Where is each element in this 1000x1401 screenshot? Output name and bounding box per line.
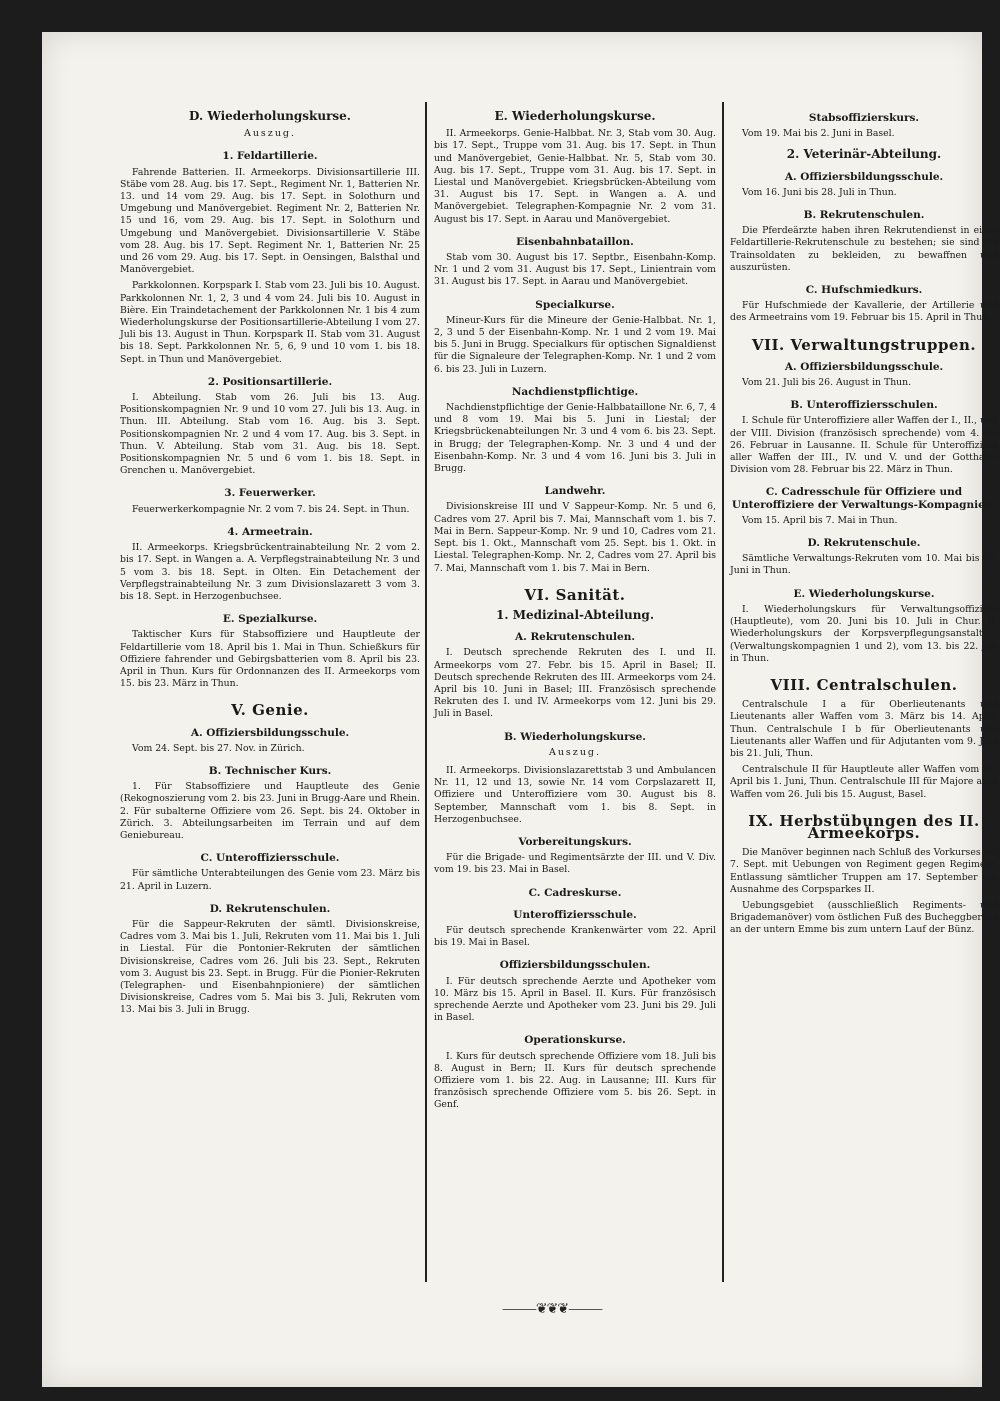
section-heading: 2. Veterinär-Abteilung. [786, 147, 942, 162]
paragraph: Die Manöver beginnen nach Schluß des Vorkurses am 7. Sept. mit Uebungen von Regiment gegen Regiment. Entlassung sämtlicher Truppen am 17. September mit Ausnahme des Corpsparkes II. [730, 847, 998, 895]
paragraph: I. Schule für Unteroffiziere aller Waffen der I., II., und der VIII. Division (französisch sprechende) vom 4. bis 26. Februar in Lausanne. II. Schule für Unteroffiziere aller Waffen der III., IV. und V. und der Gotthard-Division vom 28. Februar bis 22. März in Thun. [730, 415, 998, 476]
paragraph: Für die Brigade- und Regimentsärzte der III. und V. Div. vom 19. bis 23. Mai in Basel. [434, 852, 716, 876]
subheading: Auszug. [548, 746, 602, 758]
paragraph: Vom 15. April bis 7. Mai in Thun. [742, 514, 898, 526]
subsection-heading: C. Cadreskurse. [528, 886, 622, 899]
subsection-heading: E. Spezialkurse. [222, 613, 318, 626]
paragraph: II. Armeekorps. Genie-Halbbat. Nr. 3, Stab vom 30. Aug. bis 17. Sept., Truppe vom 31. Aug. bis 17. Sept. in Thun und Manövergebiet, Genie-Halbbat. Nr. 5, Stab vom 30. Aug. bis 17. Sept., Truppe vom 31. Aug. bis 17. Sept. in Liestal und Manövergebiet. Kriegsbrücken-Abteilung vom 31. August bis 17. Sept. in Wangen a. A. und Manövergebiet. Telegraphen-Kompagnie Nr. 2 vom 31. August bis 17. Sept. in Aarau und Manövergebiet. [434, 128, 716, 225]
paragraph: Feuerwerkerkompagnie Nr. 2 vom 7. bis 24. Sept. in Thun. [132, 503, 410, 515]
column-left [120, 102, 420, 1021]
paragraph: Für sämtliche Unterabteilungen des Genie vom 23. März bis 21. April in Luzern. [120, 868, 420, 892]
subsection-heading: Specialkurse. [535, 298, 615, 311]
subsection-heading: Stabsoffizierskurs. [808, 112, 920, 124]
chapter-heading: IX. Herbstübungen des II. Armeekorps. [748, 811, 980, 842]
paragraph: Fahrende Batterien. II. Armeekorps. Divisionsartillerie III. Stäbe vom 28. Aug. bis 17. Sept., Regiment Nr. 1, Batterien Nr. 13. und 14 vom 29. Aug. bis 17. Sept. in Solothurn und Umgebung und Manövergebiet. Regiment Nr. 2, Batterien Nr. 15 und 16, vom 29. Aug. bis 17. Sept. in Solothurn und Umgebung und Manövergebiet. Divisionsartillerie V. Stäbe vom 28. Aug. bis 17. Sept. Regiment Nr. 1, Batterien Nr. 25 und 26 vom 29. Aug. bis 17. Sept. in Oensingen, Balsthal und Manövergebiet. [120, 166, 420, 276]
subsection-heading: C. Cadresschule für Offiziere und Unteroffiziere der Verwaltungs-Kompagnien. [731, 486, 997, 511]
chapter-heading: V. Genie. [231, 701, 309, 720]
column-divider [722, 102, 724, 1282]
subsection-heading: A. Offiziersbildungsschule. [190, 726, 350, 739]
paragraph: I. Abteilung. Stab vom 26. Juli bis 13. Aug. Positionskompagnien Nr. 9 und 10 vom 27. Juli bis 13. Aug. in Thun. III. Abteilung. Stab vom 16. Aug. bis 3. Sept. Positionskompagnien Nr. 2 und 4 vom 17. Aug. bis 3. Sept. in Thun. V. Abteilung. Stab vom 31. Aug. bis 18. Sept. Positionskompagnien Nr. 5 und 6 vom 1. bis 18. Sept. in Grenchen u. Manövergebiet. [120, 392, 420, 477]
subsection-heading: E. Wiederholungskurse. [793, 587, 935, 600]
column-divider [425, 102, 427, 1282]
subsection-heading: Unteroffiziersschule. [513, 908, 637, 921]
paragraph: II. Armeekorps. Kriegsbrückentrainabteilung Nr. 2 vom 2. bis 17. Sept. in Wangen a. A. Verpflegstrainabteilung Nr. 3 und 5 vom 3. bis 18. Sept. in Olten. Ein Detachement der Verpflegstrainabteilung Nr. 3 zum Divisionslazarett 3 vom 3. bis 18. Sept. in Herzogenbuchsee. [120, 542, 420, 602]
paragraph: Nachdienstpflichtige der Genie-Halbbataillone Nr. 6, 7, 4 und 8 vom 19. Mai bis 5. Juni in Liestal; der Kriegsbrückenabteilungen Nr. 3 und 4 vom 6. bis 23. Sept. in Brugg; der Telegraphen-Komp. Nr. 3 und 4 und der Eisenbahn-Komp. Nr. 3 und 4 vom 16. Juni bis 3. Juli in Brugg. [434, 402, 716, 475]
section-heading: E. Wiederholungskurse. [494, 109, 656, 123]
paragraph: I. Für deutsch sprechende Aerzte und Apotheker vom 10. März bis 15. April in Basel. II. Kurs. Für französisch sprechende Aerzte und Apotheker vom 23. Juni bis 29. Juli in Basel. [434, 975, 716, 1024]
subsection-heading: D. Rekrutenschulen. [209, 902, 331, 915]
chapter-heading: VI. Sanität. [524, 585, 626, 604]
subsection-heading: Nachdienstpflichtige. [511, 385, 639, 398]
paragraph: Stab vom 30. August bis 17. Septbr., Eisenbahn-Komp. Nr. 1 und 2 vom 31. August bis 17. Sept., Linientrain vom 31. August bis 17. Sept. in Aarau und Manövergebiet. [434, 252, 716, 288]
subsection-heading: C. Unteroffiziersschule. [200, 852, 340, 865]
column-right [730, 102, 998, 941]
chapter-heading: VIII. Centralschulen. [770, 675, 958, 694]
paragraph: Uebungsgebiet (ausschließlich Regiments- und Brigademanöver) vom östlichen Fuß des Bucheggberges an der untern Emme bis zum untern Lauf der Bünz. [730, 899, 998, 936]
section-heading: D. Wiederholungskurse. [189, 109, 351, 123]
paragraph: I. Wiederholungskurs für Verwaltungsoffiziere (Hauptleute), vom 20. Juni bis 10. Juli in Chur. II. Wiederholungskurs der Korpsverpflegungsanstalt I (Verwaltungskompagnien 1 und 2), vom 13. bis 22. Juli in Thun. [730, 603, 998, 664]
paragraph: Centralschule II für Hauptleute aller Waffen vom 21. April bis 1. Juni, Thun. Centralschule III für Majore aller Waffen vom 26. Juli bis 15. August, Basel. [730, 764, 998, 800]
subheading: Auszug. [243, 128, 297, 140]
paragraph: Mineur-Kurs für die Mineure der Genie-Halbbat. Nr. 1, 2, 3 und 5 der Eisenbahn-Komp. Nr. 1 und 2 vom 19. Mai bis 5. Juni in Brugg. Specialkurs für optischen Signaldienst für die Signaleure der Telegraphen-Komp. Nr. 1 und 2 vom 6. bis 23. Juli in Luzern. [434, 314, 716, 375]
paragraph: I. Kurs für deutsch sprechende Offiziere vom 18. Juli bis 8. August in Bern; II. Kurs für deutsch sprechende Offiziere vom 1. bis 22. Aug. in Lausanne; III. Kurs für französisch sprechende Offiziere vom 5. bis 26. Sept. in Genf. [434, 1050, 716, 1111]
subsection-heading: B. Technischer Kurs. [208, 764, 332, 777]
ornament-divider: ⸻❦❦❦⸻ [501, 1301, 603, 1317]
column-middle [434, 102, 716, 1116]
subsection-heading: A. Rekrutenschulen. [514, 631, 635, 644]
subsection-heading: 4. Armeetrain. [227, 525, 313, 538]
paragraph: Vom 24. Sept. bis 27. Nov. in Zürich. [132, 742, 305, 754]
subsection-heading: 3. Feuerwerker. [224, 487, 316, 500]
subsection-heading: Offiziersbildungsschulen. [499, 959, 651, 972]
subsection-heading: A. Offiziersbildungsschule. [784, 170, 944, 183]
section-heading: 1. Medizinal-Abteilung. [496, 607, 654, 622]
paragraph: Vom 19. Mai bis 2. Juni in Basel. [742, 128, 895, 140]
paragraph: Für die Sappeur-Rekruten der sämtl. Divisionskreise, Cadres vom 3. Mai bis 1. Juli, Rekruten vom 11. Mai bis 1. Juli in Liestal. Für die Pontonier-Rekruten der sämtlichen Divisionskreise, Cadres vom 26. Juli bis 23. Sept., Rekruten vom 3. August bis 23. Sept. in Brugg. Für die Pionier-Rekruten (Telegraphen- und Eisenbahnpioniere) der sämtlichen Divisionskreise, Cadres vom 5. Mai bis 3. Juli, Rekruten vom 13. Mai bis 3. Juli in Brugg. [120, 918, 420, 1016]
subsection-heading: A. Offiziersbildungsschule. [784, 360, 944, 373]
paragraph: Sämtliche Verwaltungs-Rekruten vom 10. Mai bis 18. Juni in Thun. [730, 553, 998, 577]
paragraph: Für Hufschmiede der Kavallerie, der Artillerie und des Armeetrains vom 19. Februar bis 15. April in Thun. [730, 300, 998, 324]
subsection-heading: D. Rekrutenschule. [807, 537, 921, 550]
subsection-heading: C. Hufschmiedkurs. [805, 284, 923, 297]
subsection-heading: 1. Feldartillerie. [222, 150, 318, 163]
paragraph: Für deutsch sprechende Krankenwärter vom 22. April bis 19. Mai in Basel. [434, 924, 716, 949]
paragraph: Vom 16. Juni bis 28. Juli in Thun. [742, 186, 897, 198]
subsection-heading: 2. Positionsartillerie. [207, 375, 333, 388]
paragraph: Vom 21. Juli bis 26. August in Thun. [742, 377, 912, 389]
subsection-heading: B. Unteroffiziersschulen. [790, 399, 938, 412]
paragraph: Parkkolonnen. Korpspark I. Stab vom 23. Juli bis 10. August. Parkkolonnen Nr. 1, 2, 3 und 4 vom 24. Juli bis 10. August in Bière. Ein Traindetachement der Parkkolonnen Nr. 1 bis 4 zum Wiederholungskurse der Positionsartillerie-Abteilung I vom 27. Juli bis 13. August in Thun. Korpspark II. Stab vom 31. August bis 18. Sept. Parkkolonnen Nr. 5, 6, 9 und 10 vom 1. bis 18. Sept. in Thun und Manövergebiet. [120, 280, 420, 365]
paragraph: Centralschule I a für Oberlieutenants und Lieutenants aller Waffen vom 3. März bis 14. April, Thun. Centralschule I b für Oberlieutenants und Lieutenants aller Waffen und für Adjutanten vom 9. Juni bis 21. Juli, Thun. [730, 699, 998, 759]
paragraph: I. Deutsch sprechende Rekruten des I. und II. Armeekorps vom 27. Febr. bis 15. April in Basel; II. Deutsch sprechende Rekruten des III. Armeekorps vom 24. April bis 10. Juni in Basel; III. Französisch sprechende Rekruten des I. und IV. Armeekorps vom 12. Juni bis 29. Juli in Basel. [434, 647, 716, 720]
subsection-heading: Eisenbahnbataillon. [516, 235, 634, 248]
paragraph: 1. Für Stabsoffiziere und Hauptleute des Genie (Rekognoszierung vom 2. bis 23. Juni in Brugg-Aare und Rhein. 2. Für subalterne Offiziere vom 26. Sept. bis 24. Oktober in Zürich. 3. Abteilungsarbeiten im Terrain und auf dem Geniebureau. [120, 781, 420, 841]
chapter-heading: VII. Verwaltungstruppen. [751, 335, 977, 354]
subsection-heading: Landwehr. [544, 485, 606, 498]
paragraph: Taktischer Kurs für Stabsoffiziere und Hauptleute der Feldartillerie vom 18. April bis 1. Mai in Thun. Schießkurs für Offiziere fahrender und Gebirgsbatterien vom 8. April bis 23. April in Thun. Kurs für Ordonnanzen des II. Armeekorps vom 15. bis 23. März in Thun. [120, 629, 420, 690]
subsection-heading: B. Wiederholungskurse. [504, 730, 646, 743]
subsection-heading: Vorbereitungskurs. [518, 835, 632, 848]
paragraph: Divisionskreise III und V Sappeur-Komp. Nr. 5 und 6, Cadres vom 27. April bis 7. Mai, Mannschaft vom 1. bis 7. Mai in Bern. Sappeur-Komp. Nr. 9 und 10, Cadres vom 21. Sept. bis 1. Okt., Mannschaft vom 25. Sept. bis 1. Okt. in Liestal. Telegraphen-Komp. Nr. 2, Cadres vom 27. April bis 7. Mai, Mannschaft vom 1. bis 7. Mai in Bern. [434, 501, 716, 574]
subsection-heading: B. Rekrutenschulen. [803, 209, 925, 222]
subsection-heading: Operationskurse. [524, 1034, 626, 1047]
page [42, 32, 998, 1387]
paragraph: Die Pferdeärzte haben ihren Rekrutendienst in einer Feldartillerie-Rekrutenschule zu bestehen; sie sind als Trainsoldaten zu bekleiden, zu bewaffnen und auszurüsten. [730, 225, 998, 273]
paragraph: II. Armeekorps. Divisionslazarettstab 3 und Ambulancen Nr. 11, 12 und 13, sowie Nr. 14 vom Corpslazarett II, Offiziere und Unteroffiziere vom 30. August bis 8. September, Mannschaft vom 1. bis 8. Sept. in Herzogenbuchsee. [434, 764, 716, 825]
